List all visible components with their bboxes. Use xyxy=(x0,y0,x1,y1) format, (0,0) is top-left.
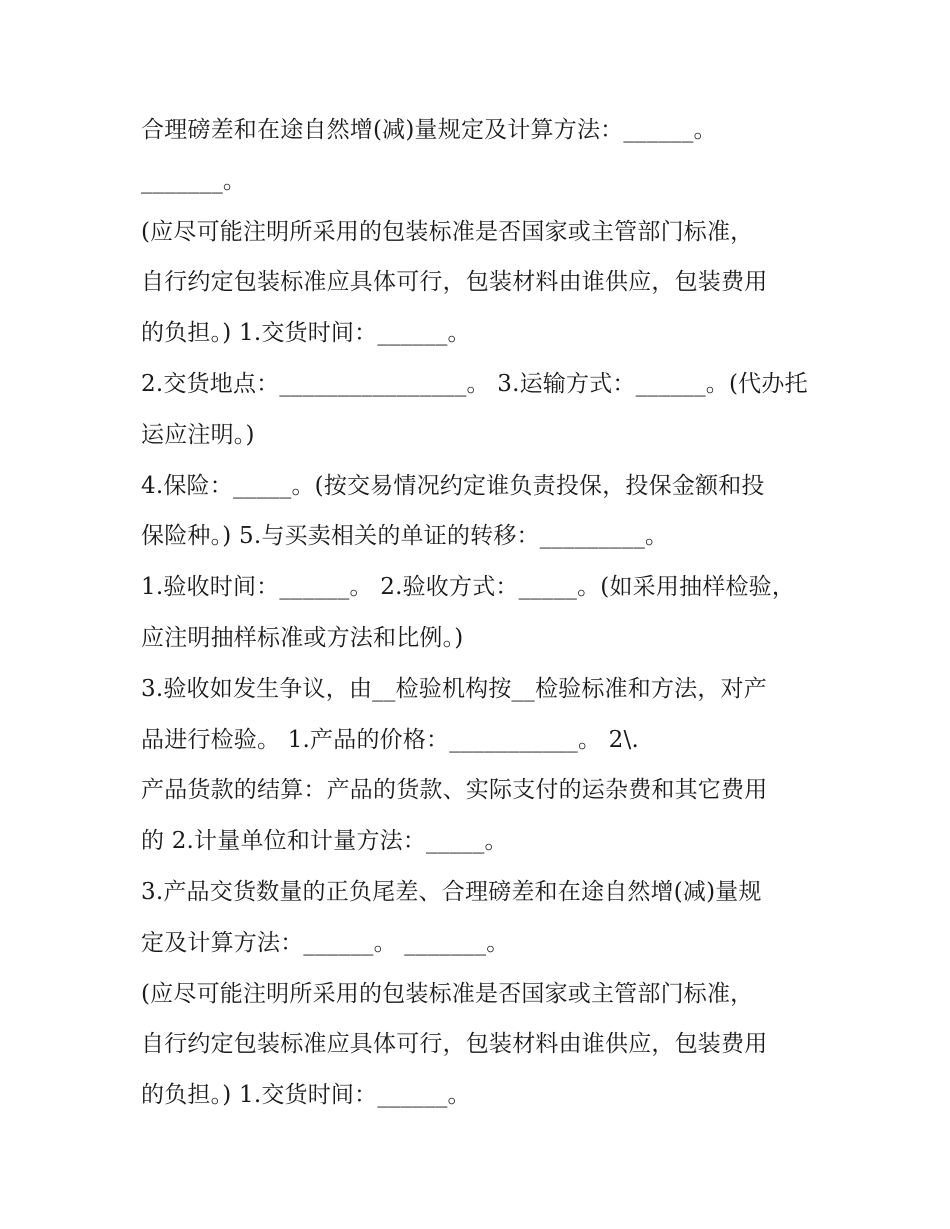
text-line: 的 2.计量单位和计量方法：_____。 xyxy=(141,828,508,855)
text-line: (应尽可能注明所采用的包装标准是否国家或主管部门标准， xyxy=(141,218,754,245)
text-line: 保险种。) 5.与买卖相关的单证的转移：_________。 xyxy=(141,523,669,550)
text-line: 品进行检验。 1.产品的价格：___________。 2\. xyxy=(141,726,639,753)
text-line: 运应注明。) xyxy=(141,421,255,448)
text-line: 自行约定包装标准应具体可行，包装材料由谁供应，包装费用 xyxy=(141,1031,768,1058)
text-line: 自行约定包装标准应具体可行，包装材料由谁供应，包装费用 xyxy=(141,269,768,296)
text-line: 定及计算方法：______。 _______。 xyxy=(141,929,510,956)
text-line: _______。 xyxy=(141,167,247,194)
text-line: 的负担。) 1.交货时间：______。 xyxy=(141,320,471,347)
text-line: 3.产品交货数量的正负尾差、合理磅差和在途自然增(减)量规 xyxy=(141,878,762,905)
text-line: 3.验收如发生争议，由__检验机构按__检验标准和方法，对产 xyxy=(141,675,767,702)
text-line: (应尽可能注明所采用的包装标准是否国家或主管部门标准， xyxy=(141,980,754,1007)
text-line: 1.验收时间：______。 2.验收方式：_____。(如采用抽样检验， xyxy=(141,574,796,601)
text-line: 4.保险：_____。(按交易情况约定谁负责投保，投保金额和投 xyxy=(141,472,765,499)
text-line: 合理磅差和在途自然增(减)量规定及计算方法：______。 xyxy=(141,117,717,143)
text-line: 产品货款的结算：产品的货款、实际支付的运杂费和其它费用 xyxy=(141,777,768,804)
text-line: 的负担。) 1.交货时间：______。 xyxy=(141,1082,471,1109)
text-line: 2.交货地点：________________。 3.运输方式：______。(代办托 xyxy=(141,370,808,397)
contract-text-body xyxy=(141,105,821,1121)
text-line: 应注明抽样标准或方法和比例。) xyxy=(141,624,464,651)
